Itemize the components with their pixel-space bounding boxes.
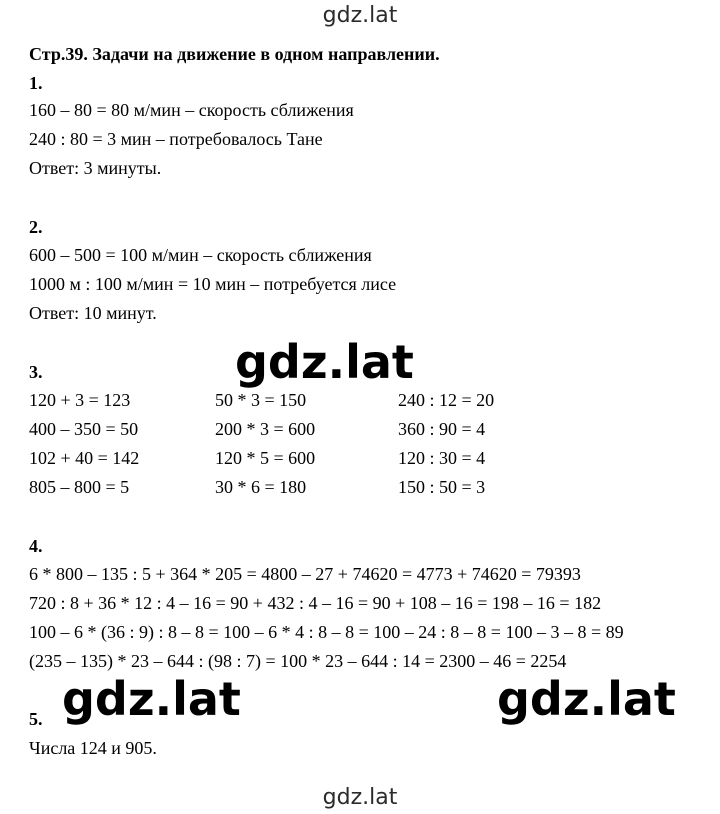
task-4-number: 4. <box>29 536 43 556</box>
watermark-left: gdz.lat <box>62 672 241 726</box>
watermark-middle: gdz.lat <box>235 335 414 389</box>
task-1-number: 1. <box>29 73 43 93</box>
task-1-answer: Ответ: 3 минуты. <box>29 158 162 178</box>
task-4-line: 720 : 8 + 36 * 12 : 4 – 16 = 90 + 432 : 4 – 16 = 90 + 108 – 16 = 198 – 16 = 182 <box>29 593 602 613</box>
task-3-cell: 120 + 3 = 123 <box>29 390 131 410</box>
task-3-cell: 150 : 50 = 3 <box>398 477 486 497</box>
task-1-line: 160 – 80 = 80 м/мин – скорость сближения <box>29 100 354 120</box>
task-2-line: 1000 м : 100 м/мин = 10 мин – потребуется лисе <box>29 274 397 294</box>
watermark-top: gdz.lat <box>322 3 398 28</box>
watermark-bottom: gdz.lat <box>322 785 398 810</box>
page-title: Стр.39. Задачи на движение в одном направлении. <box>29 44 440 64</box>
task-3-number: 3. <box>29 362 43 382</box>
task-3-cell: 102 + 40 = 142 <box>29 448 140 468</box>
task-3-cell: 360 : 90 = 4 <box>398 419 486 439</box>
task-3-cell: 120 : 30 = 4 <box>398 448 486 468</box>
task-2-answer: Ответ: 10 минут. <box>29 303 157 323</box>
task-3-cell: 400 – 350 = 50 <box>29 419 139 439</box>
task-2-line: 600 – 500 = 100 м/мин – скорость сближения <box>29 245 372 265</box>
task-4-line: 100 – 6 * (36 : 9) : 8 – 8 = 100 – 6 * 4 : 8 – 8 = 100 – 24 : 8 – 8 = 100 – 3 – 8 = 89 <box>29 622 624 642</box>
task-3-cell: 805 – 800 = 5 <box>29 477 130 497</box>
task-4-line: 6 * 800 – 135 : 5 + 364 * 205 = 4800 – 27 + 74620 = 4773 + 74620 = 79393 <box>29 564 581 584</box>
task-3-cell: 200 * 3 = 600 <box>215 419 316 439</box>
task-3-cell: 120 * 5 = 600 <box>215 448 316 468</box>
watermark-right: gdz.lat <box>497 672 676 726</box>
task-3-cell: 50 * 3 = 150 <box>215 390 307 410</box>
task-5-answer: Числа 124 и 905. <box>29 738 157 758</box>
task-1-line: 240 : 80 = 3 мин – потребовалось Тане <box>29 129 323 149</box>
task-4-line: (235 – 135) * 23 – 644 : (98 : 7) = 100 * 23 – 644 : 14 = 2300 – 46 = 2254 <box>29 651 567 671</box>
task-5-number: 5. <box>29 709 43 729</box>
task-3-cell: 240 : 12 = 20 <box>398 390 495 410</box>
task-2-number: 2. <box>29 217 43 237</box>
task-3-cell: 30 * 6 = 180 <box>215 477 307 497</box>
